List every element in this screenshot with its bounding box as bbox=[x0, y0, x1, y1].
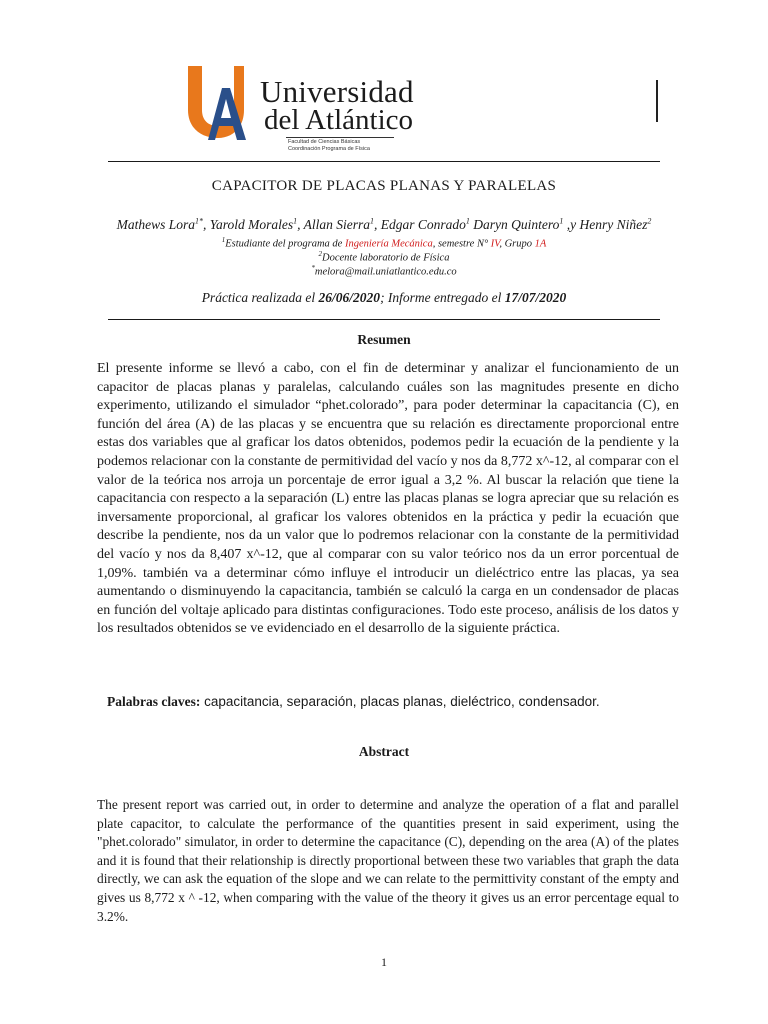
affiliation-2: $^2$Docente laboratorio de Física bbox=[318, 250, 450, 264]
date-performed: 26/06/2020 bbox=[318, 290, 381, 305]
author: Henry Niñez$^2$ bbox=[579, 216, 652, 232]
logo-underline bbox=[286, 137, 394, 138]
keywords bbox=[107, 694, 600, 710]
abstract-body: The present report was carried out, in order to determine and analyze the operation of a flat and parallel plate capacitor, to calculate the performance of the quantities present in said experiment, using the "phet.colorado" simulator, in order to determine the capacitance (C), depending on the area (A) of the plates and it is found that their relationship is directly proportional between these two variables that graph the data directly, we can ask the equation of the slope and we can relate to the permittivity constant of the empty and gives us 8,772 x ^ -12, when comparing with the value of the theory it gives us an error percentage equal to 3.2%. bbox=[97, 797, 679, 924]
affiliation-1: $^1$Estudiante del programa de Ingeniería Mecánica, semestre N° IV, Grupo 1A bbox=[221, 236, 547, 250]
author: Yarold Morales$^1$, bbox=[209, 216, 304, 232]
paper-title: CAPACITOR DE PLACAS PLANAS Y PARALELAS bbox=[211, 178, 557, 194]
header-vertical-rule bbox=[656, 80, 658, 122]
date-delivered: 17/07/2020 bbox=[504, 290, 567, 305]
header-divider bbox=[108, 161, 660, 162]
university-logo-text bbox=[260, 76, 420, 153]
affiliation-email: *melora@mail.uniatlantico.edu.co bbox=[311, 264, 457, 278]
dates-line: Práctica realizada el 26/06/2020; Informe entregado el 17/07/2020 bbox=[201, 290, 567, 305]
logo-line-1: Universidad bbox=[260, 74, 414, 109]
university-logo bbox=[184, 62, 414, 152]
keywords-label: Palabras claves: bbox=[107, 694, 201, 709]
program-name: Ingeniería Mecánica bbox=[344, 238, 433, 250]
logo-program: Coordinación Programa de Física bbox=[288, 146, 370, 152]
keywords-text: capacitancia, separación, placas planas, dieléctrico, condensador. bbox=[200, 694, 600, 709]
resumen-body: El presente informe se llevó a cabo, con el fin de determinar y analizar el funcionamiento de un capacitor de placas planas y paralelas, calculando cuáles son las magnitudes presente en dicho experimento, utilizando el simulador “phet.colorado”, para poder determinar la capacitancia (C), en función del área (A) de las placas y se encuentra que su relación es directamente proporcional entre estas dos variables que al graficar los datos obtenidos, podemos pedir la ecuación de la pendiente y la podemos relacionar con la constante de permitividad del vacío y nos da 8,772 x^-12, al comparar con el valor de la teórica nos arroja un porcentaje de error igual a 3,2 %. Al buscar la relación que tiene la capacitancia con respecto a la separación (L) entre las placas planas se logra apreciar que su relación es inversamente proporcional, al graficar los valores obtenidos en la práctica y pedir la ecuación que describe la pendiente, nos da un valor que lo podremos relacionar con la constante de la permitividad del vacío y nos da 8,407 x^-12, que al comparar con su valor teórico nos da un error porcentual de 1,09%. también va a determinar cómo influye el introducir un dieléctrico entre las placas, ya sea aumentando o disminuyendo la capacitancia, también se calculó la carga en un condensador de placas en función del voltaje aplicado para distintas configuraciones. Todo este proceso, análisis de los datos y los resultados obtenidos se ve evidenciado en el desarrollo de la siguiente práctica. bbox=[97, 361, 679, 637]
group: 1A bbox=[534, 238, 547, 250]
resumen-heading: Resumen bbox=[357, 332, 411, 347]
author: Daryn Quintero$^1$ ,y bbox=[473, 216, 580, 232]
university-logo-mark bbox=[184, 62, 260, 146]
author: Mathews Lora$^{1*}$, bbox=[116, 216, 210, 232]
abstract-heading: Abstract bbox=[358, 744, 410, 759]
author: Allan Sierra$^1$, bbox=[303, 216, 381, 232]
semester: IV bbox=[490, 238, 500, 250]
page-number: 1 bbox=[381, 955, 387, 969]
author-list bbox=[0, 216, 768, 233]
author: Edgar Conrado$^1$ bbox=[380, 216, 470, 232]
logo-line-2: del Atlántico bbox=[264, 104, 413, 136]
header-bottom-divider bbox=[108, 319, 660, 320]
logo-faculty: Facultad de Ciencias Básicas bbox=[288, 139, 361, 145]
